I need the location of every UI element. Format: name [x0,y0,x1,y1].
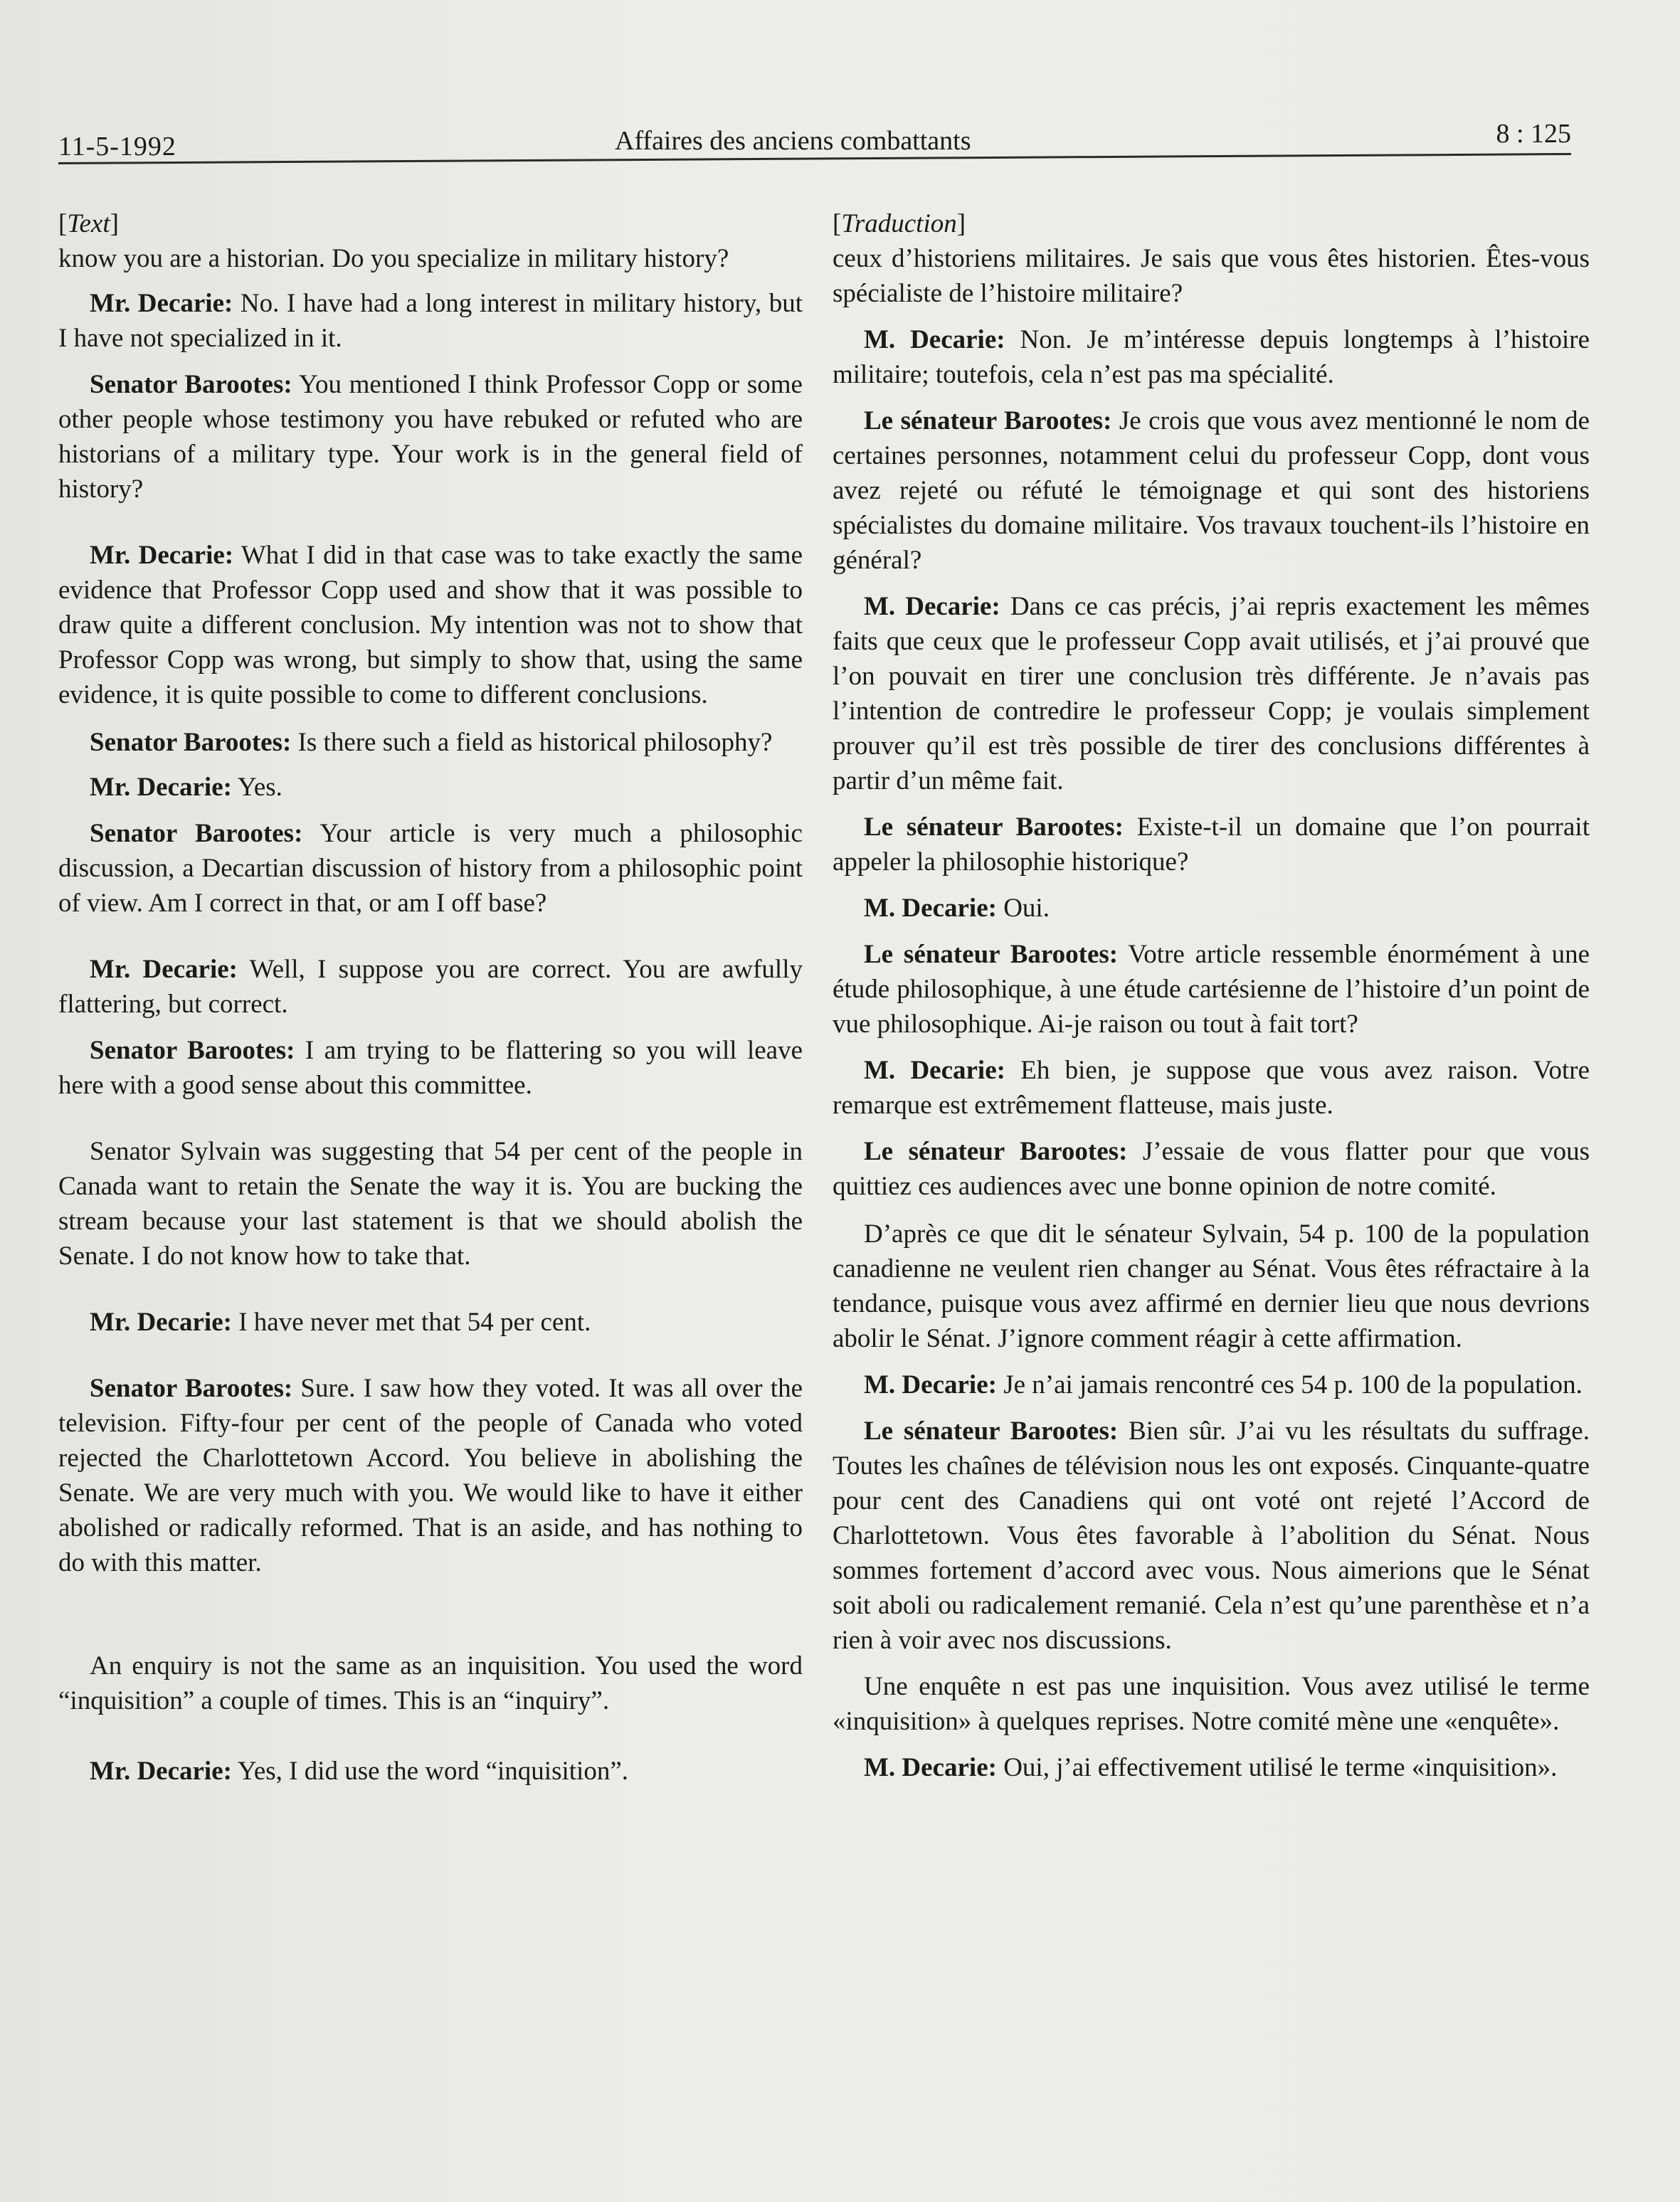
speaker: Mr. Decarie: [90,1757,232,1786]
speech: Mr. Decarie: I have never met that 54 per cent. [90,1308,591,1337]
speech: Le sénateur Barootes: Bien sûr. J’ai vu les résultats du suffrage. Toutes les chaînes de télévision nous les ont exposés. Cinquante-quatre pour cent des Canadiens qui ont voté ont rejeté l’Accord de Charlottetown. Vous êtes favorable à l’abolition du Sénat. Nous sommes fortement d’accord avec vous. Nous aimerions que le Sénat soit aboli ou radicalement remanié. Cela n’est qu’une parenthèse et n’a rien à voir avec nos discussions. [833,1417,1590,1655]
paragraph: Une enquête n est pas une inquisition. Vous avez utilisé le terme «inquisition» à quelques reprises. Notre comité mène une «enquête». [833,1672,1590,1736]
speaker: Senator Barootes: [90,1036,295,1065]
speaker: M. Decarie: [864,894,997,923]
speech: Mr. Decarie: What I did in that case was to take exactly the same evidence that Professor Copp used and show that it was possible to draw quite a different conclusion. My intention was not to show that Professor Copp was wrong, but simply to show that, using the same evidence, it is quite possible to come to different conclusions. [58,541,803,709]
speaker: Senator Barootes: [90,1374,293,1403]
speaker: Mr. Decarie: [90,955,238,984]
speech: M. Decarie: Eh bien, je suppose que vous avez raison. Votre remarque est extrêmement flatteuse, mais juste. [833,1056,1590,1120]
speech: Senator Barootes: I am trying to be flattering so you will leave here with a good sense about this committee. [58,1036,803,1100]
speech: Senator Barootes: You mentioned I think Professor Copp or some other people whose testimony you have rebuked or refuted who are historians of a military type. Your work is in the general field of history? [58,370,803,504]
paragraph: know you are a historian. Do you specialize in military history? [58,244,729,273]
speech: M. Decarie: Non. Je m’intéresse depuis longtemps à l’histoire militaire; toutefois, cela n’est pas ma spécialité. [833,325,1590,389]
speech: M. Decarie: Oui. [864,894,1050,923]
speech: Mr. Decarie: Well, I suppose you are correct. You are awfully flattering, but correct. [58,955,803,1019]
speaker: Le sénateur Barootes: [864,406,1112,435]
speaker: Senator Barootes: [90,819,303,848]
paragraph: Senator Sylvain was suggesting that 54 per cent of the people in Canada want to retain the Senate the way it is. You are bucking the stream because your last statement is that we should abolish the Senate. I do not know how to take that. [58,1137,803,1271]
speech: Le sénateur Barootes: Existe-t-il un domaine que l’on pourrait appeler la philosophie historique? [833,812,1590,877]
header-title: Affaires des anciens combattants [615,126,971,156]
speaker: Le sénateur Barootes: [864,1137,1128,1166]
french-column [833,206,1590,1785]
speaker: Le sénateur Barootes: [864,812,1124,842]
speaker: M. Decarie: [864,1370,997,1399]
speech: Mr. Decarie: Yes. [90,773,282,802]
paragraph: An enquiry is not the same as an inquisition. You used the word “inquisition” a couple of times. This is an “inquiry”. [58,1651,803,1715]
speech: M. Decarie: Oui, j’ai effectivement utilisé le terme «inquisition». [864,1753,1558,1782]
paragraph: ceux d’historiens militaires. Je sais que vous êtes historien. Êtes-vous spécialiste de l’histoire militaire? [833,244,1590,308]
paragraph: D’après ce que dit le sénateur Sylvain, 54 p. 100 de la population canadienne ne veulent rien changer au Sénat. Vous êtes réfractaire à la tendance, puisque vous avez affirmé en dernier lieu que nous devrions abolir le Sénat. J’ignore comment réagir à cette affirmation. [833,1219,1590,1353]
section-tag: [Text] [58,209,119,238]
speaker: Le sénateur Barootes: [864,940,1119,969]
speaker: Le sénateur Barootes: [864,1417,1119,1446]
speaker: Mr. Decarie: [90,1308,232,1337]
header-page-number: 8 : 125 [1496,119,1571,149]
speech: M. Decarie: Dans ce cas précis, j’ai repris exactement les mêmes faits que ceux que le professeur Copp avait utilisés, et j’ai prouvé que l’on pouvait en tirer une conclusion très différente. Je n’avais pas l’intention de contredire le professeur Copp; je voulais simplement prouver qu’il est très possible de tirer des conclusions différentes à partir d’un même fait. [833,592,1590,795]
speaker: Mr. Decarie: [90,289,233,318]
speaker: M. Decarie: [864,1753,997,1782]
speech: Mr. Decarie: No. I have had a long interest in military history, but I have not specialized in it. [58,289,803,353]
english-column [58,206,803,1789]
speech: Senator Barootes: Is there such a field as historical philosophy? [90,728,773,757]
speech: Senator Barootes: Your article is very much a philosophic discussion, a Decartian discussion of history from a philosophic point of view. Am I correct in that, or am I off base? [58,819,803,918]
section-tag: [Traduction] [833,209,966,238]
speech: Le sénateur Barootes: Votre article ressemble énormément à une étude philosophique, à une étude cartésienne de l’histoire d’un point de vue philosophique. Ai-je raison ou tout à fait tort? [833,940,1590,1039]
speaker: Senator Barootes: [90,728,292,757]
speaker: Mr. Decarie: [90,541,234,570]
speaker: M. Decarie: [864,1056,1005,1085]
speaker: Mr. Decarie: [90,773,232,802]
speech: Senator Barootes: Sure. I saw how they voted. It was all over the television. Fifty-four per cent of the people of Canada who voted rejected the Charlottetown Accord. You believe in abolishing the Senate. We are very much with you. We would like to have it either abolished or radically reformed. That is an aside, and has nothing to do with this matter. [58,1374,803,1577]
speaker: M. Decarie: [864,325,1005,354]
speech: Le sénateur Barootes: J’essaie de vous flatter pour que vous quittiez ces audiences avec une bonne opinion de notre comité. [833,1137,1590,1201]
speech: Le sénateur Barootes: Je crois que vous avez mentionné le nom de certaines personnes, notamment celui du professeur Copp, dont vous avez rejeté ou réfuté le témoignage et qui sont des historiens spécialistes du domaine militaire. Vos travaux touchent-ils l’histoire en général? [833,406,1590,575]
header-date: 11-5-1992 [58,132,176,162]
speaker: Senator Barootes: [90,370,292,399]
speech: Mr. Decarie: Yes, I did use the word “inquisition”. [90,1757,628,1786]
speaker: M. Decarie: [864,592,1000,621]
speech: M. Decarie: Je n’ai jamais rencontré ces 54 p. 100 de la population. [864,1370,1583,1399]
